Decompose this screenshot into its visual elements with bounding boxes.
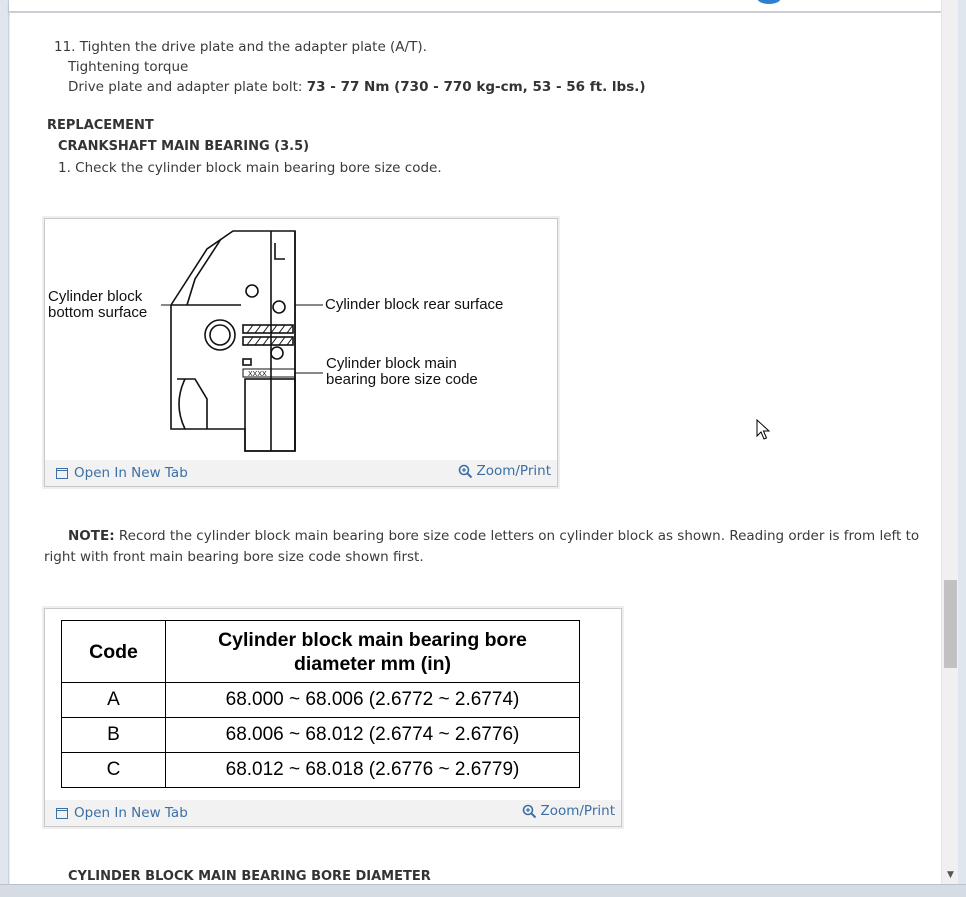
table-row (62, 683, 580, 718)
zoom-print-link[interactable] (458, 463, 551, 479)
open-in-new-tab-link[interactable] (56, 805, 188, 821)
note-paragraph (44, 526, 924, 568)
cell-code: B (62, 718, 166, 753)
open-in-new-tab-icon (56, 808, 68, 819)
bore-diameter-table (61, 620, 580, 788)
window-right-edge (958, 0, 966, 897)
label-bottom-surface: Cylinder block bottom surface (48, 288, 148, 321)
figure-2-footer (45, 800, 621, 826)
scroll-down-arrow-icon[interactable]: ▼ (947, 870, 954, 880)
top-toolbar (9, 0, 941, 12)
note-label: NOTE: (68, 528, 115, 544)
zoom-print-label: Zoom/Print (476, 463, 551, 479)
table-row (62, 718, 580, 753)
header-code: Code (62, 621, 166, 683)
table-row (62, 753, 580, 788)
figure-bore-size-code-diagram (44, 218, 558, 487)
zoom-print-label: Zoom/Print (540, 803, 615, 819)
cell-diameter: 68.012 ~ 68.018 (2.6776 ~ 2.6779) (166, 753, 580, 788)
document-page (10, 13, 941, 884)
toolbar-button-icon[interactable] (757, 0, 781, 4)
note-text: Record the cylinder block main bearing bore size code letters on cylinder block as shown. Reading order is from left to right with front main bearing bore size code shown first. (44, 528, 920, 565)
zoom-print-link[interactable] (522, 803, 615, 819)
window-bottom-edge (0, 884, 966, 897)
subheading-crankshaft-main-bearing: CRANKSHAFT MAIN BEARING (3.5) (58, 139, 310, 154)
label-bore-size-code: Cylinder block main bearing bore size code (326, 355, 478, 388)
scrollbar-thumb[interactable] (944, 580, 957, 668)
vertical-scrollbar[interactable] (941, 0, 958, 884)
step-1-instruction: 1. Check the cylinder block main bearing bore size code. (58, 160, 442, 176)
tightening-torque-label: Tightening torque (68, 59, 189, 75)
step-11 (54, 37, 646, 97)
cell-diameter: 68.000 ~ 68.006 (2.6772 ~ 2.6774) (166, 683, 580, 718)
cell-diameter: 68.006 ~ 68.012 (2.6774 ~ 2.6776) (166, 718, 580, 753)
open-in-new-tab-label: Open In New Tab (74, 805, 188, 821)
header-bore-diameter: Cylinder block main bearing bore diameter mm (in) (166, 621, 580, 683)
table-header-row (62, 621, 580, 683)
open-in-new-tab-label: Open In New Tab (74, 465, 188, 481)
open-in-new-tab-icon (56, 468, 68, 479)
magnifier-icon (522, 804, 537, 819)
code-marking-text: XXXX (248, 371, 267, 378)
cell-code: C (62, 753, 166, 788)
open-in-new-tab-link[interactable] (56, 465, 188, 481)
mouse-pointer-icon (756, 419, 770, 441)
torque-spec-label: Drive plate and adapter plate bolt: (68, 79, 303, 95)
magnifier-icon (458, 464, 473, 479)
window-left-edge (0, 0, 9, 897)
step-11-instruction: 11. Tighten the drive plate and the adapter plate (A/T). (54, 39, 427, 55)
heading-bore-diameter: CYLINDER BLOCK MAIN BEARING BORE DIAMETER (68, 869, 431, 884)
label-rear-surface: Cylinder block rear surface (325, 296, 504, 313)
cylinder-block-diagram (45, 219, 557, 462)
cell-code: A (62, 683, 166, 718)
figure-1-footer (45, 460, 557, 486)
section-heading-replacement: REPLACEMENT (47, 118, 154, 133)
torque-spec (54, 77, 646, 97)
torque-spec-value: 73 - 77 Nm (730 - 770 kg-cm, 53 - 56 ft. lbs.) (306, 79, 646, 95)
figure-bore-diameter-table (44, 608, 622, 827)
